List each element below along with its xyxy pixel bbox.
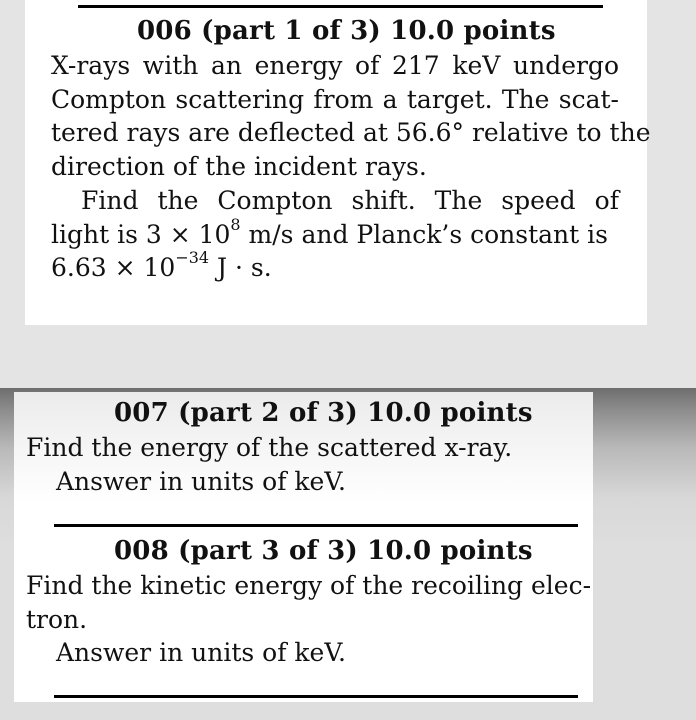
question-006-card (25, 0, 651, 325)
question-006-line-7-text-b: J · s. (209, 253, 272, 282)
question-007-heading: 007 (part 2 of 3) 10.0 points (114, 398, 533, 428)
question-006-line-4: direction of the incident rays. (51, 152, 427, 181)
exponent-minus-34: −34 (175, 247, 210, 267)
question-006-line-7-text-a: 6.63 × 10 (51, 253, 176, 282)
question-006-line-6 (51, 214, 608, 250)
question-006-line-1: X-rays with an energy of 217 keV undergo (51, 51, 619, 80)
question-007-answer-units: Answer in units of keV. (56, 467, 346, 496)
question-006-line-5: Find the Compton shift. The speed of (81, 186, 619, 215)
top-rule (78, 5, 603, 8)
question-008-line-2: tron. (26, 605, 88, 634)
question-006-heading: 006 (part 1 of 3) 10.0 points (137, 16, 556, 46)
question-008-answer-units: Answer in units of keV. (56, 638, 346, 667)
question-008-line-1: Find the kinetic energy of the recoiling elec- (26, 571, 592, 600)
question-007-line-1: Find the energy of the scattered x-ray. (26, 433, 513, 462)
question-006-line-3: tered rays are deflected at 56.6° relative to the (51, 118, 651, 147)
question-006-line-7 (51, 247, 272, 283)
bottom-rule (54, 695, 578, 698)
question-008-heading: 008 (part 3 of 3) 10.0 points (114, 536, 533, 566)
question-006-line-2: Compton scattering from a target. The scat- (51, 85, 619, 114)
questions-007-008-card (14, 392, 593, 702)
question-006-line-6-text-b: m/s and Planck’s constant is (240, 220, 608, 249)
question-006-line-6-text-a: light is 3 × 10 (51, 220, 231, 249)
exponent-8: 8 (230, 214, 241, 234)
divider-rule (54, 524, 578, 527)
